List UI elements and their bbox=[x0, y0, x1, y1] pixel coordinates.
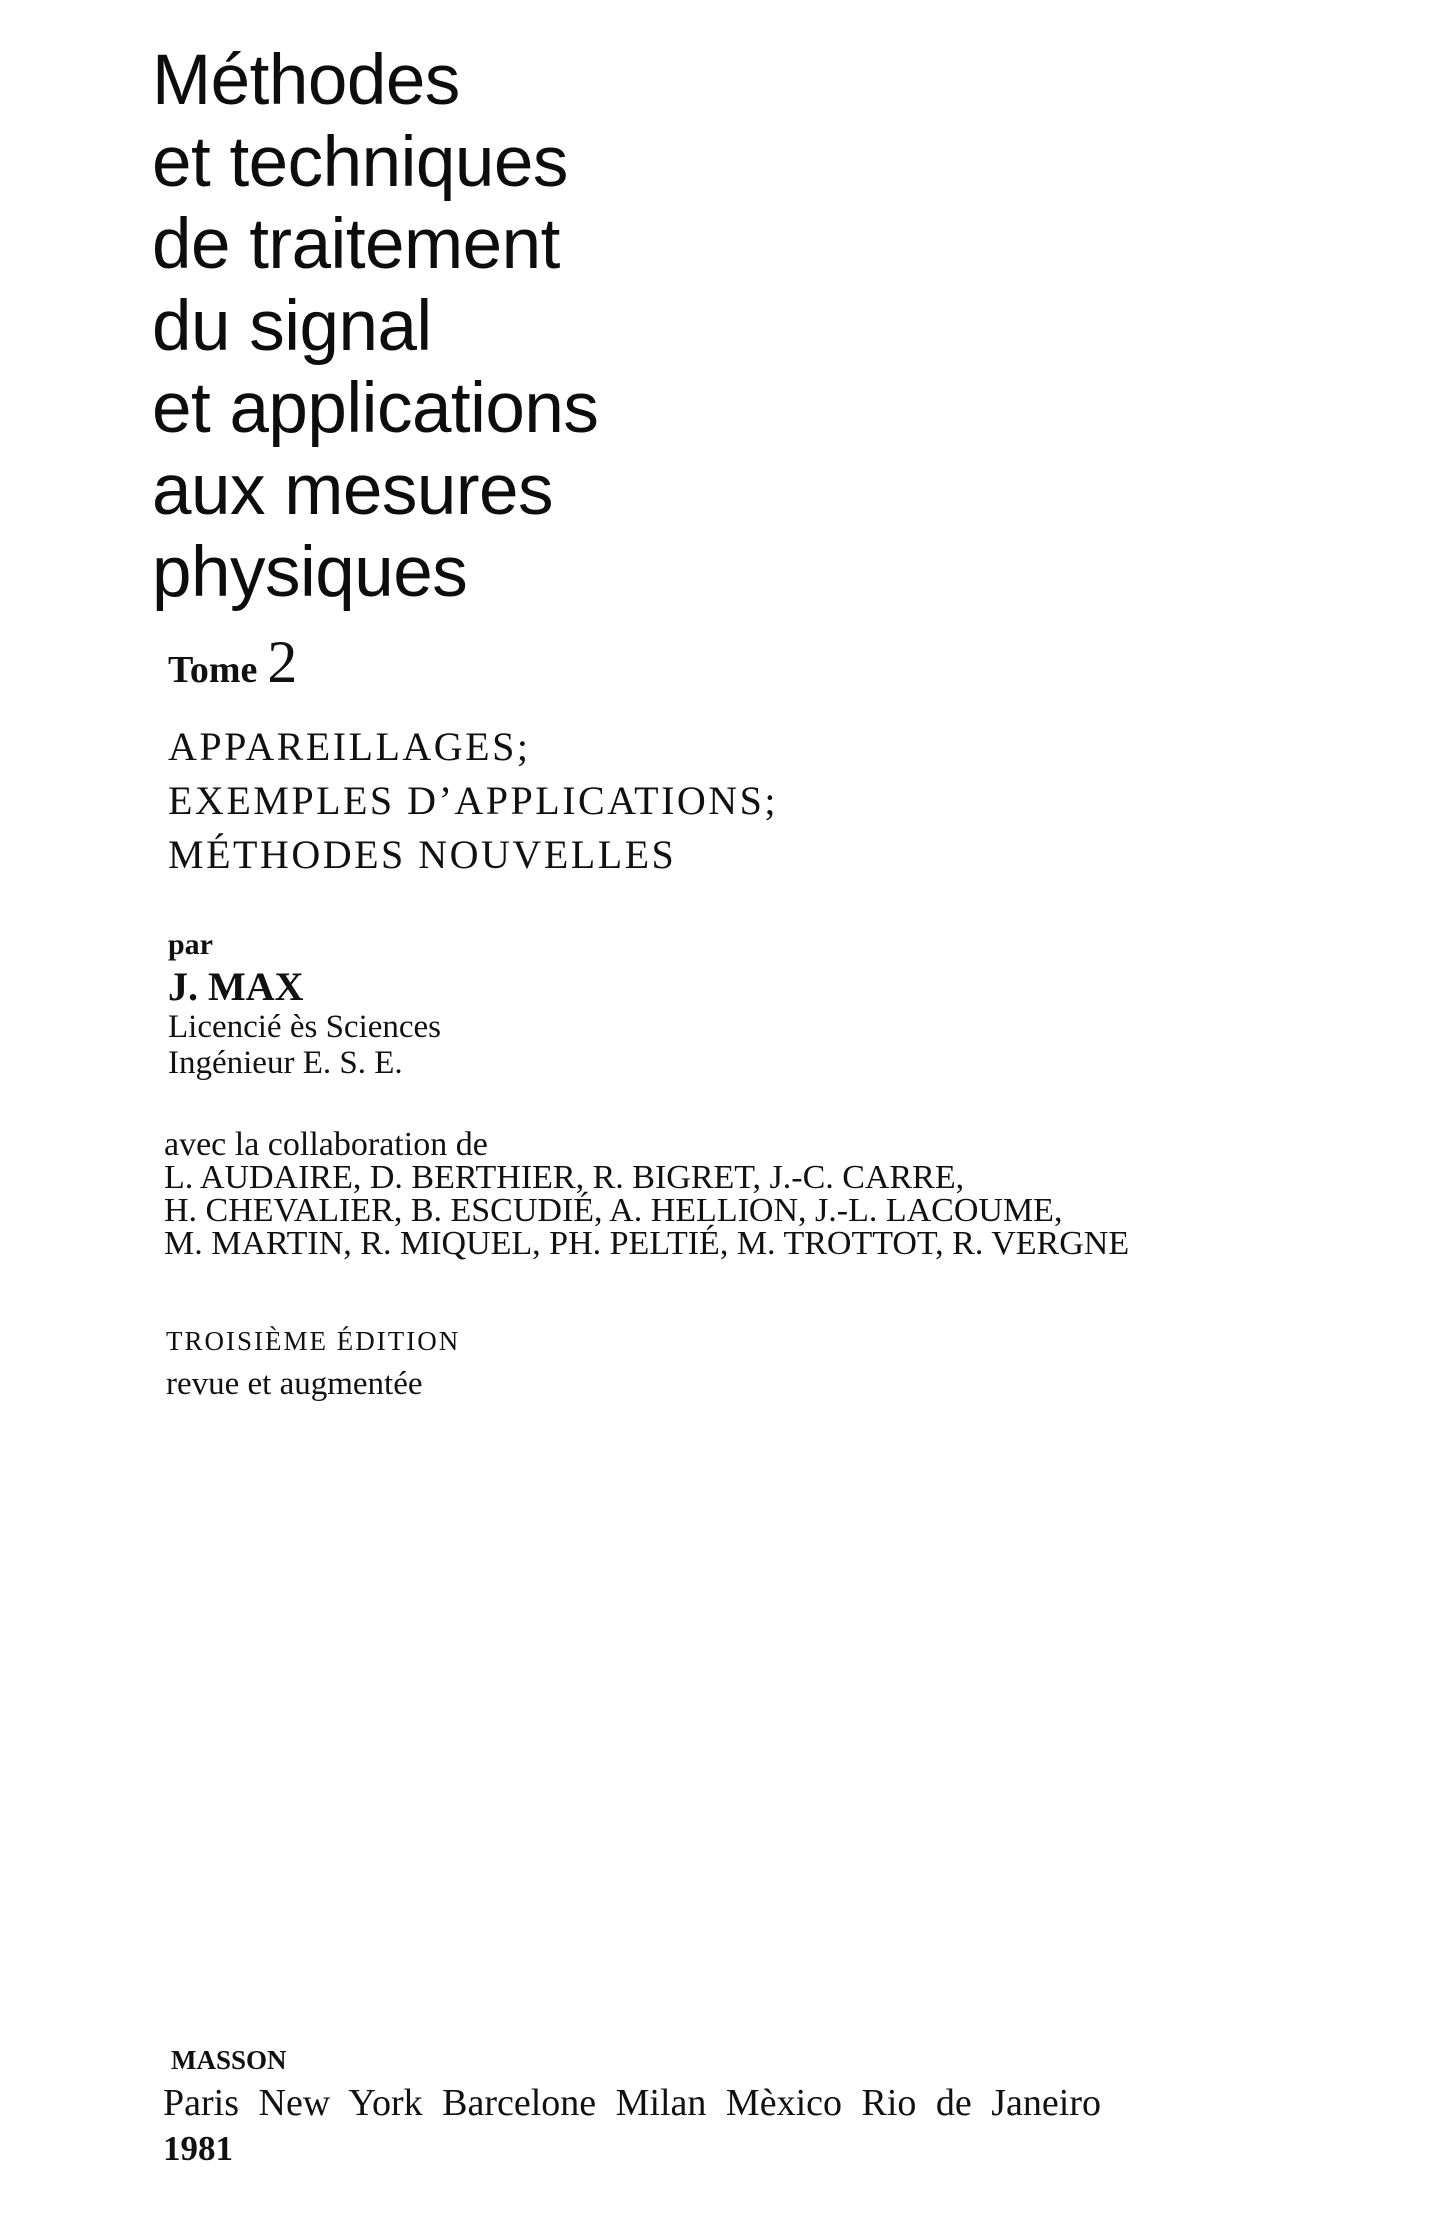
publication-year: 1981 bbox=[163, 2129, 233, 2168]
by-label: par bbox=[168, 928, 213, 961]
publisher-cities: Paris New York Barcelone Milan Mèxico Rio de Janeiro bbox=[163, 2082, 1102, 2124]
subtitle-line: EXEMPLES D’APPLICATIONS; bbox=[168, 778, 779, 823]
collaboration-intro: avec la collaboration de bbox=[164, 1126, 488, 1163]
publisher-section bbox=[163, 2040, 1101, 2172]
edition-label: TROISIÈME ÉDITION bbox=[166, 1326, 461, 1356]
book-title bbox=[152, 40, 598, 614]
collaborators-line: H. CHEVALIER, B. ESCUDIÉ, A. HELLION, J.-L. LACOUME, bbox=[164, 1192, 1063, 1229]
title-line: et applications bbox=[152, 369, 599, 448]
collaborators-line: L. AUDAIRE, D. BERTHIER, R. BIGRET, J.-C. CARRE, bbox=[164, 1159, 965, 1196]
author-section bbox=[168, 925, 441, 1081]
collaborators-line: M. MARTIN, R. MIQUEL, PH. PELTIÉ, M. TROTTOT, R. VERGNE bbox=[164, 1225, 1130, 1262]
author-credential: Licencié ès Sciences bbox=[168, 1009, 442, 1045]
edition-section bbox=[166, 1318, 460, 1404]
title-line: du signal bbox=[152, 287, 432, 366]
title-line: Méthodes bbox=[152, 41, 460, 120]
volume-label bbox=[168, 628, 297, 697]
title-line: et techniques bbox=[152, 123, 568, 202]
subtitle-line: MÉTHODES NOUVELLES bbox=[168, 832, 677, 877]
author-credential: Ingénieur E. S. E. bbox=[168, 1045, 403, 1081]
title-line: physiques bbox=[152, 533, 468, 612]
volume-word: Tome bbox=[168, 649, 258, 691]
collaborators-section bbox=[164, 1128, 1129, 1260]
author-name: J. MAX bbox=[168, 964, 304, 1009]
publisher-name: MASSON bbox=[171, 2045, 287, 2075]
title-line: aux mesures bbox=[152, 451, 553, 530]
edition-note: revue et augmentée bbox=[166, 1366, 423, 1402]
subtitle-line: APPAREILLAGES; bbox=[168, 724, 531, 769]
title-line: de traitement bbox=[152, 205, 560, 284]
volume-subtitle bbox=[168, 720, 778, 882]
volume-number: 2 bbox=[267, 629, 298, 695]
